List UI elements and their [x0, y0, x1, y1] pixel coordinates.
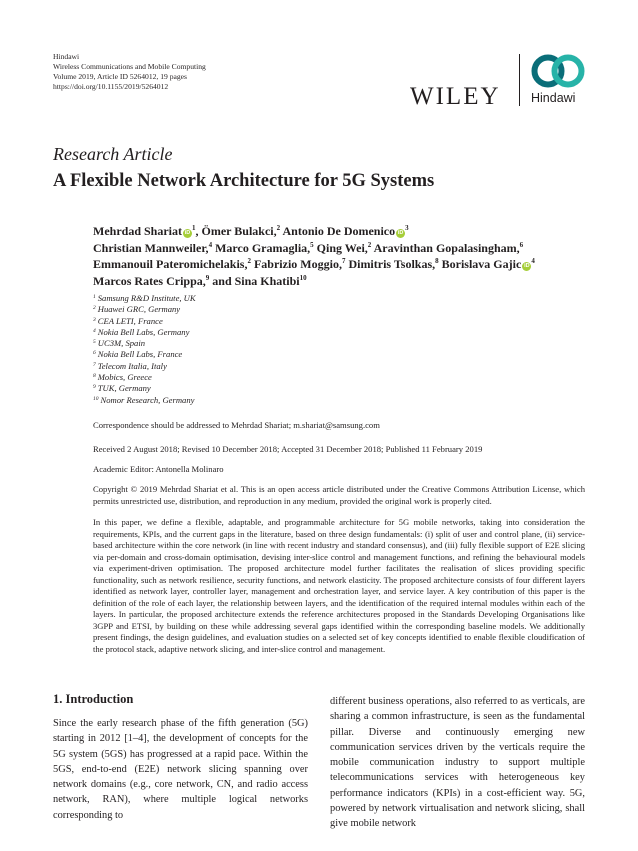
affiliation-item: $^6$ Nokia Bell Labs, France	[93, 349, 183, 360]
affiliation-marker: 7	[341, 257, 346, 266]
author-name[interactable]: Mehrdad Shariat	[93, 224, 183, 238]
body-column-left: Since the early research phase of the fifth generation (5G) starting in 2012 [1–4], the development of concepts for the 5G system (5GS) has progressed at a rapid pace. Within the 5GS, end-to-end (E2E) network slicing spanning over network domains (e.g., core network, CN, and radio access network, RAN), where multiple logical networks corresponding to	[53, 718, 308, 821]
affiliation-marker: 10	[299, 273, 307, 282]
affiliation-item: $^9$ TUK, Germany	[93, 383, 151, 394]
author-list	[93, 223, 593, 289]
affiliation-item: $^5$ UC3M, Spain	[93, 338, 146, 349]
author-line	[93, 240, 593, 257]
article-type: Research Article	[53, 144, 173, 164]
author-name[interactable]: Fabrizio Moggio,	[250, 257, 342, 272]
affiliation-item: $^8$ Mobics, Greece	[93, 372, 152, 383]
affiliation-marker: 9	[205, 273, 210, 282]
affiliation-marker: 4	[531, 257, 535, 266]
doi-link[interactable]: https://doi.org/10.1155/2019/5264012	[53, 82, 169, 91]
publisher-name: Hindawi	[53, 52, 80, 61]
affiliation-item: $^1$ Samsung R&D Institute, UK	[93, 293, 196, 303]
author-name[interactable]: Dimitris Tsolkas,	[345, 257, 436, 272]
author-line	[93, 223, 593, 240]
hindawi-logo-text: Hindawi	[531, 91, 576, 105]
affiliation-item: $^7$ Telecom Italia, Italy	[93, 360, 167, 371]
logo-divider	[519, 54, 520, 106]
affiliation-item: $^4$ Nokia Bell Labs, Germany	[93, 326, 190, 337]
article-title: A Flexible Network Architecture for 5G Systems	[53, 171, 435, 191]
journal-header	[53, 52, 206, 92]
author-name[interactable]: Christian Mannweiler,	[93, 240, 209, 255]
affiliation-marker: 2	[367, 240, 372, 249]
orcid-icon[interactable]: iD	[524, 263, 530, 270]
wiley-logo: WILEY	[410, 83, 501, 110]
author-name[interactable]: Aravinthan Gopalasingham,	[371, 240, 520, 255]
volume-info: Volume 2019, Article ID 5264012, 19 pages	[53, 72, 187, 81]
author-line	[93, 273, 593, 290]
affiliation-item: $^3$ CEA LETI, France	[93, 315, 163, 326]
abstract: In this paper, we define a flexible, adaptable, and programmable architecture for 5G mobile networks, taking into consideration the requirements, KPIs, and the current gaps in the literature, based on three design fundamentals: (i) split of user and control plane, (ii) service-based architecture within the core network (in line with recent industry and standard consensus), and (iii) fully flexible support of E2E slicing via per-domain and cross-domain optimisation, devising inter-slice control and management functions, and refining the behavioural models via experiment-driven optimisation. The proposed architecture model further facilitates the realisation of slices providing specific functionality, such as network resilience, security functions, and network elasticity. The proposed architecture consists of four different layers identified as network layer, controller layer, management and orchestration layer, and service layer. A key contribution of this paper is the definition of the role of each layer, the relationship between layers, and the identification of the required internal modules within each of the layers. In particular, the proposed architecture extends the reference architectures proposed in the Standards Developing Organisations like 3GPP and ETSI, by building on these while addressing several gaps identified within the corresponding baseline models. We additionally present findings, the design guidelines, and evaluation studies on a selected set of key concepts identified to enable flexible cloudification of the protocol stack, adaptive network slicing, and inter-slice control and management.	[93, 517, 585, 654]
affiliation-marker: 2	[276, 224, 281, 232]
publication-dates: Received 2 August 2018; Revised 10 December 2018; Accepted 31 December 2018; Published 11 February 2019	[93, 444, 483, 454]
correspondence: Correspondence should be addressed to Mehrdad Shariat; m.shariat@samsung.com	[93, 420, 380, 430]
affiliation-item: $^{10}$ Nomor Research, Germany	[93, 394, 195, 405]
affiliation-marker: 1	[192, 224, 196, 232]
author-name[interactable]: Qing Wei,	[313, 240, 368, 255]
author-name[interactable]: Emmanouil Pateromichelakis,	[93, 257, 248, 272]
orcid-icon[interactable]: iD	[397, 230, 404, 236]
affiliation-marker: 4	[208, 240, 213, 249]
body-column-right: different business operations, also referred to as verticals, are sharing a common infrastructure, is seen as the fundamental pillar. Diverse and continuously emerging new communication services driven by the verticals require the mobile communication industry to support multiple telecommunications services with heterogeneous key performance indicators (KPIs) in a cost-efficient way. 5G, powered by network virtualisation and network slicing, shall give mobile network	[330, 696, 585, 830]
author-name[interactable]: Marco Gramaglia,	[212, 240, 311, 255]
section-heading: 1. Introduction	[53, 692, 134, 706]
author-name[interactable]: Marcos Rates Crippa,	[93, 273, 206, 288]
affiliation-marker: 5	[310, 240, 314, 249]
author-line	[93, 256, 593, 273]
affiliation-list	[93, 293, 196, 406]
affiliation-marker: 2	[247, 257, 251, 266]
journal-name: Wireless Communications and Mobile Computing	[53, 62, 206, 71]
affiliation-marker: 6	[519, 240, 524, 249]
academic-editor: Academic Editor: Antonella Molinaro	[93, 464, 224, 474]
author-name[interactable]: and Sina Khatibi	[209, 273, 300, 288]
affiliation-marker: 3	[405, 224, 409, 232]
hindawi-logo-icon	[528, 53, 588, 89]
author-name[interactable]: , Ömer Bulakci,	[195, 224, 277, 238]
author-name[interactable]: Antonio De Domenico	[280, 224, 396, 238]
author-name[interactable]: Borislava Gajic	[438, 257, 522, 272]
copyright-notice: Copyright © 2019 Mehrdad Shariat et al. This is an open access article distributed under the Creative Commons Attribution License, which permits unrestricted use, distribution, and reproduction in any medium, provided the original work is properly cited.	[93, 484, 585, 506]
orcid-icon[interactable]: iD	[184, 230, 191, 236]
affiliation-marker: 8	[435, 257, 439, 266]
affiliation-item: $^2$ Huawei GRC, Germany	[93, 304, 181, 315]
